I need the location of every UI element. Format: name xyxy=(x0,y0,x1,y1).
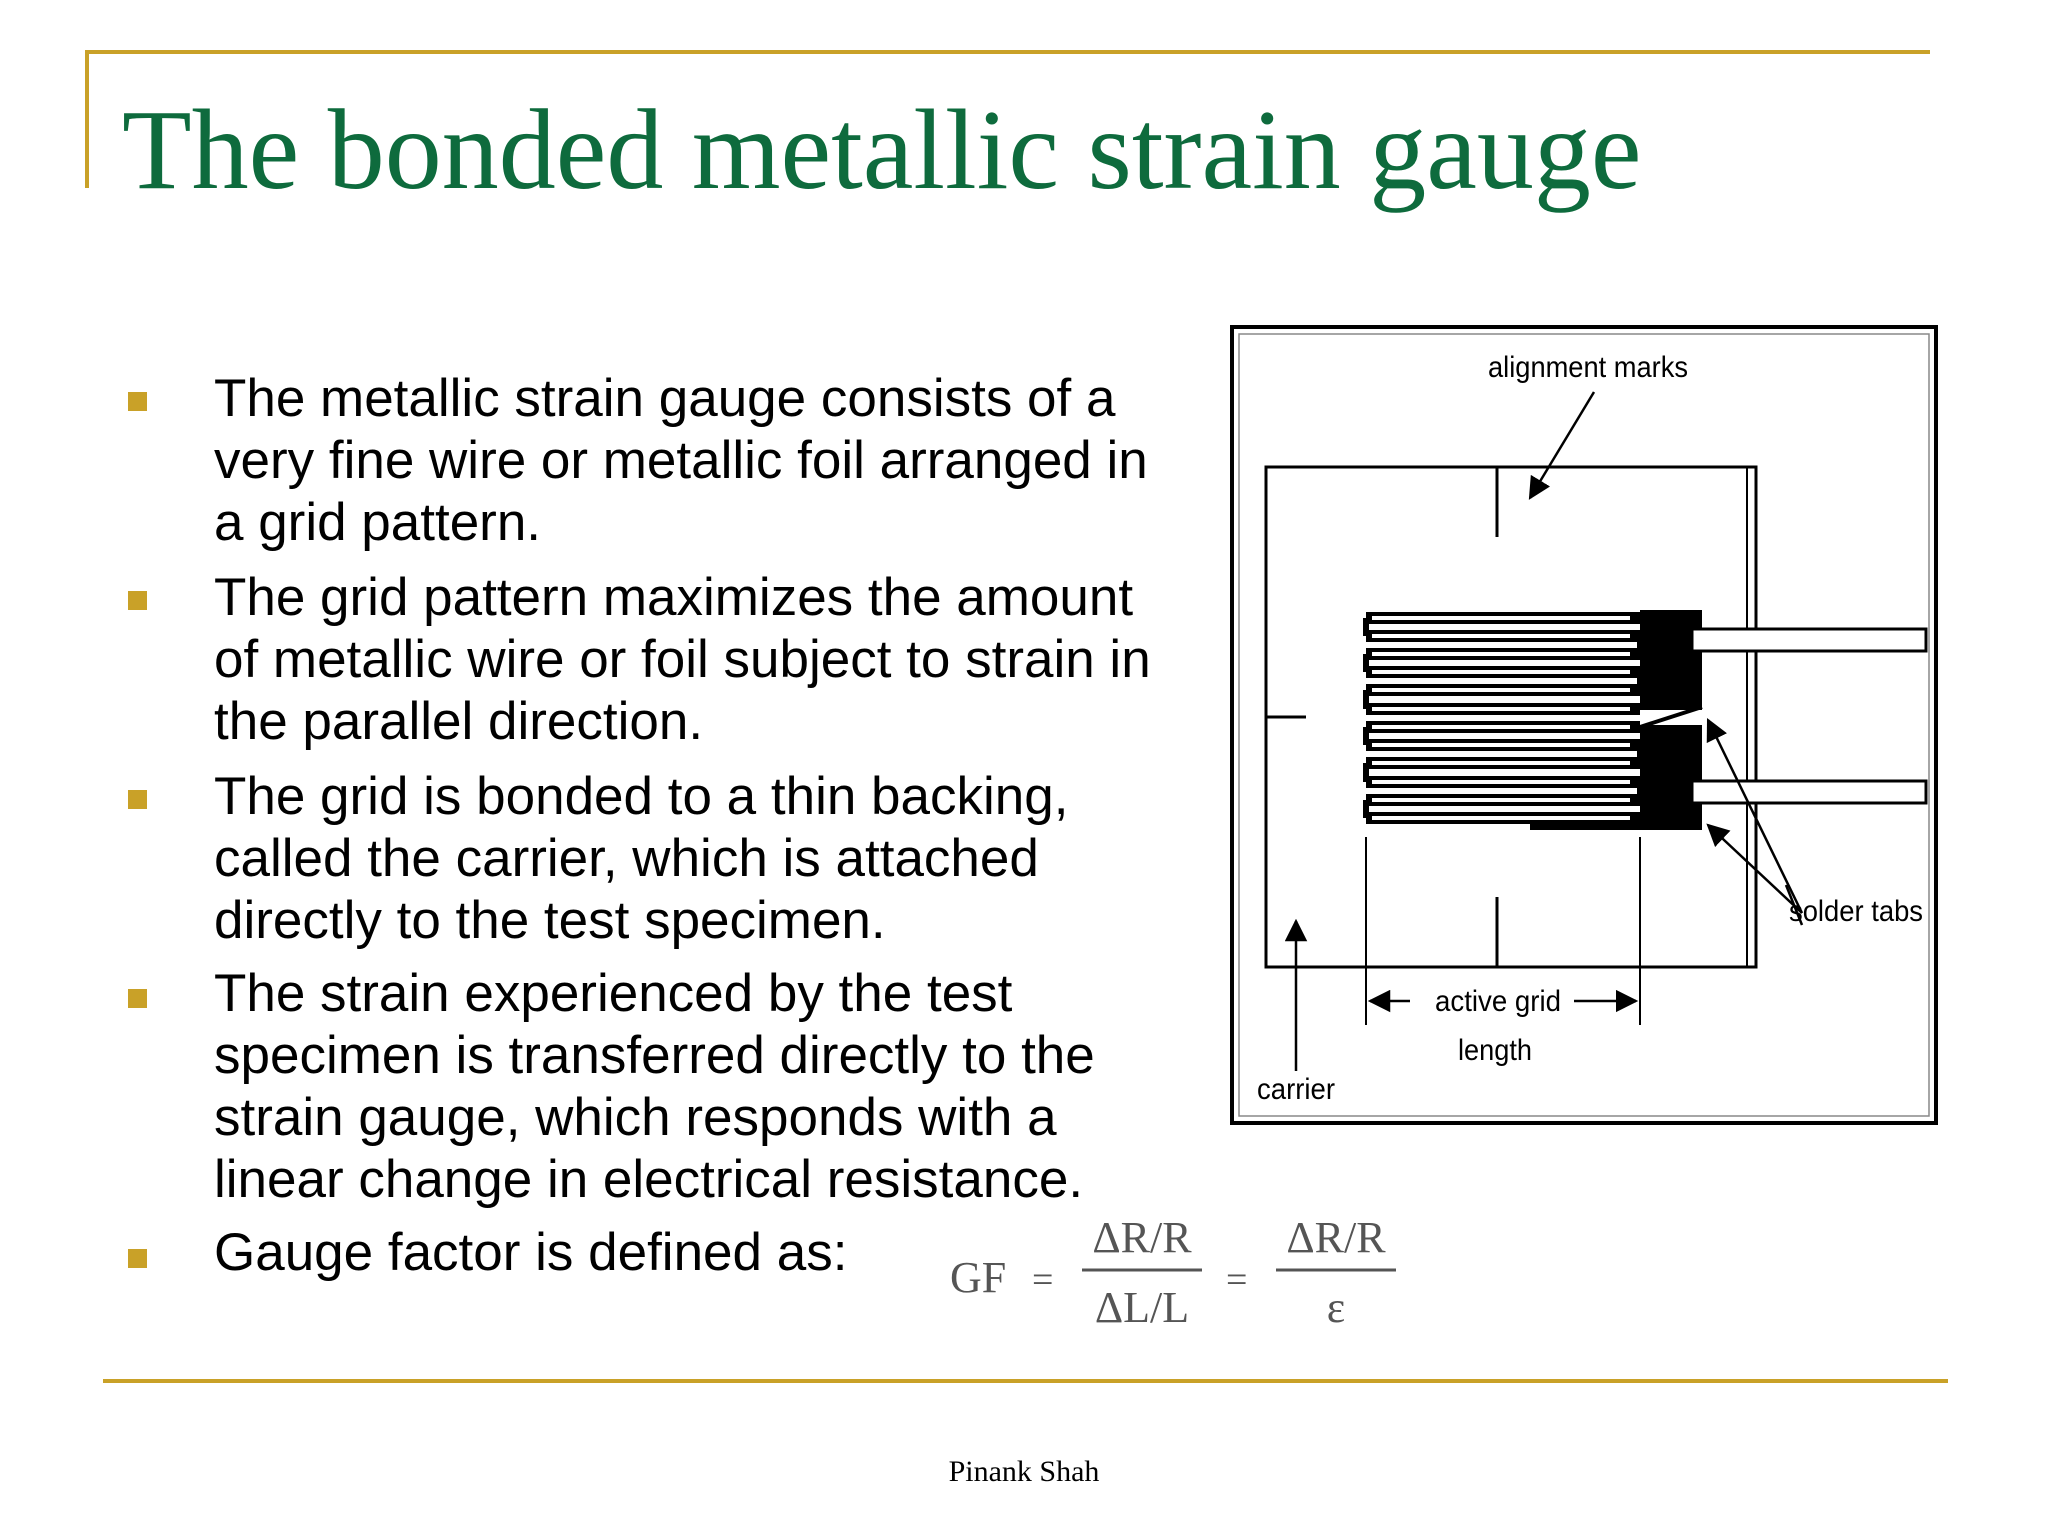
bullet-square-icon xyxy=(128,790,147,809)
length-label: length xyxy=(1458,1034,1532,1067)
bullet-square-icon xyxy=(128,1249,147,1268)
bullet-square-icon xyxy=(128,989,147,1008)
bullet-text: The strain experienced by the test specimen is transferred directly to the strain gauge, which responds with a linear change in electrical resistance. xyxy=(214,964,1095,1209)
solder-tabs-label: solder tabs xyxy=(1789,895,1923,928)
left-rule xyxy=(85,50,89,188)
formula-numerator-2: ΔR/R xyxy=(1286,1213,1386,1262)
top-rule xyxy=(85,50,1930,54)
formula-lhs: GF xyxy=(950,1253,1007,1302)
formula-equals-2: = xyxy=(1226,1259,1248,1301)
slide-title: The bonded metallic strain gauge xyxy=(122,86,1642,213)
bullet-square-icon xyxy=(128,591,147,610)
strain-gauge-diagram xyxy=(1230,325,1938,1125)
bullet-square-icon xyxy=(128,392,147,411)
bullet-text: The metallic strain gauge consists of a very fine wire or metallic foil arranged in a grid pattern. xyxy=(214,369,1148,552)
formula-numerator-1: ΔR/R xyxy=(1092,1213,1192,1262)
carrier-label: carrier xyxy=(1257,1073,1335,1106)
bottom-rule xyxy=(103,1379,1948,1383)
formula-denominator-1: ΔL/L xyxy=(1094,1283,1190,1332)
bullet-text: The grid pattern maximizes the amount of metallic wire or foil subject to strain in the parallel direction. xyxy=(214,568,1151,751)
bullet-text: The grid is bonded to a thin backing, called the carrier, which is attached directly to the test specimen. xyxy=(214,767,1069,950)
formula-equals-1: = xyxy=(1032,1259,1054,1301)
formula-denominator-2: ε xyxy=(1326,1283,1346,1332)
alignment-marks-label: alignment marks xyxy=(1488,351,1688,384)
footer-author: Pinank Shah xyxy=(948,1455,1100,1488)
active-grid-label: active grid xyxy=(1435,985,1561,1018)
bullet-text: Gauge factor is defined as: xyxy=(214,1223,848,1282)
gauge-factor-formula xyxy=(950,1210,1410,1340)
